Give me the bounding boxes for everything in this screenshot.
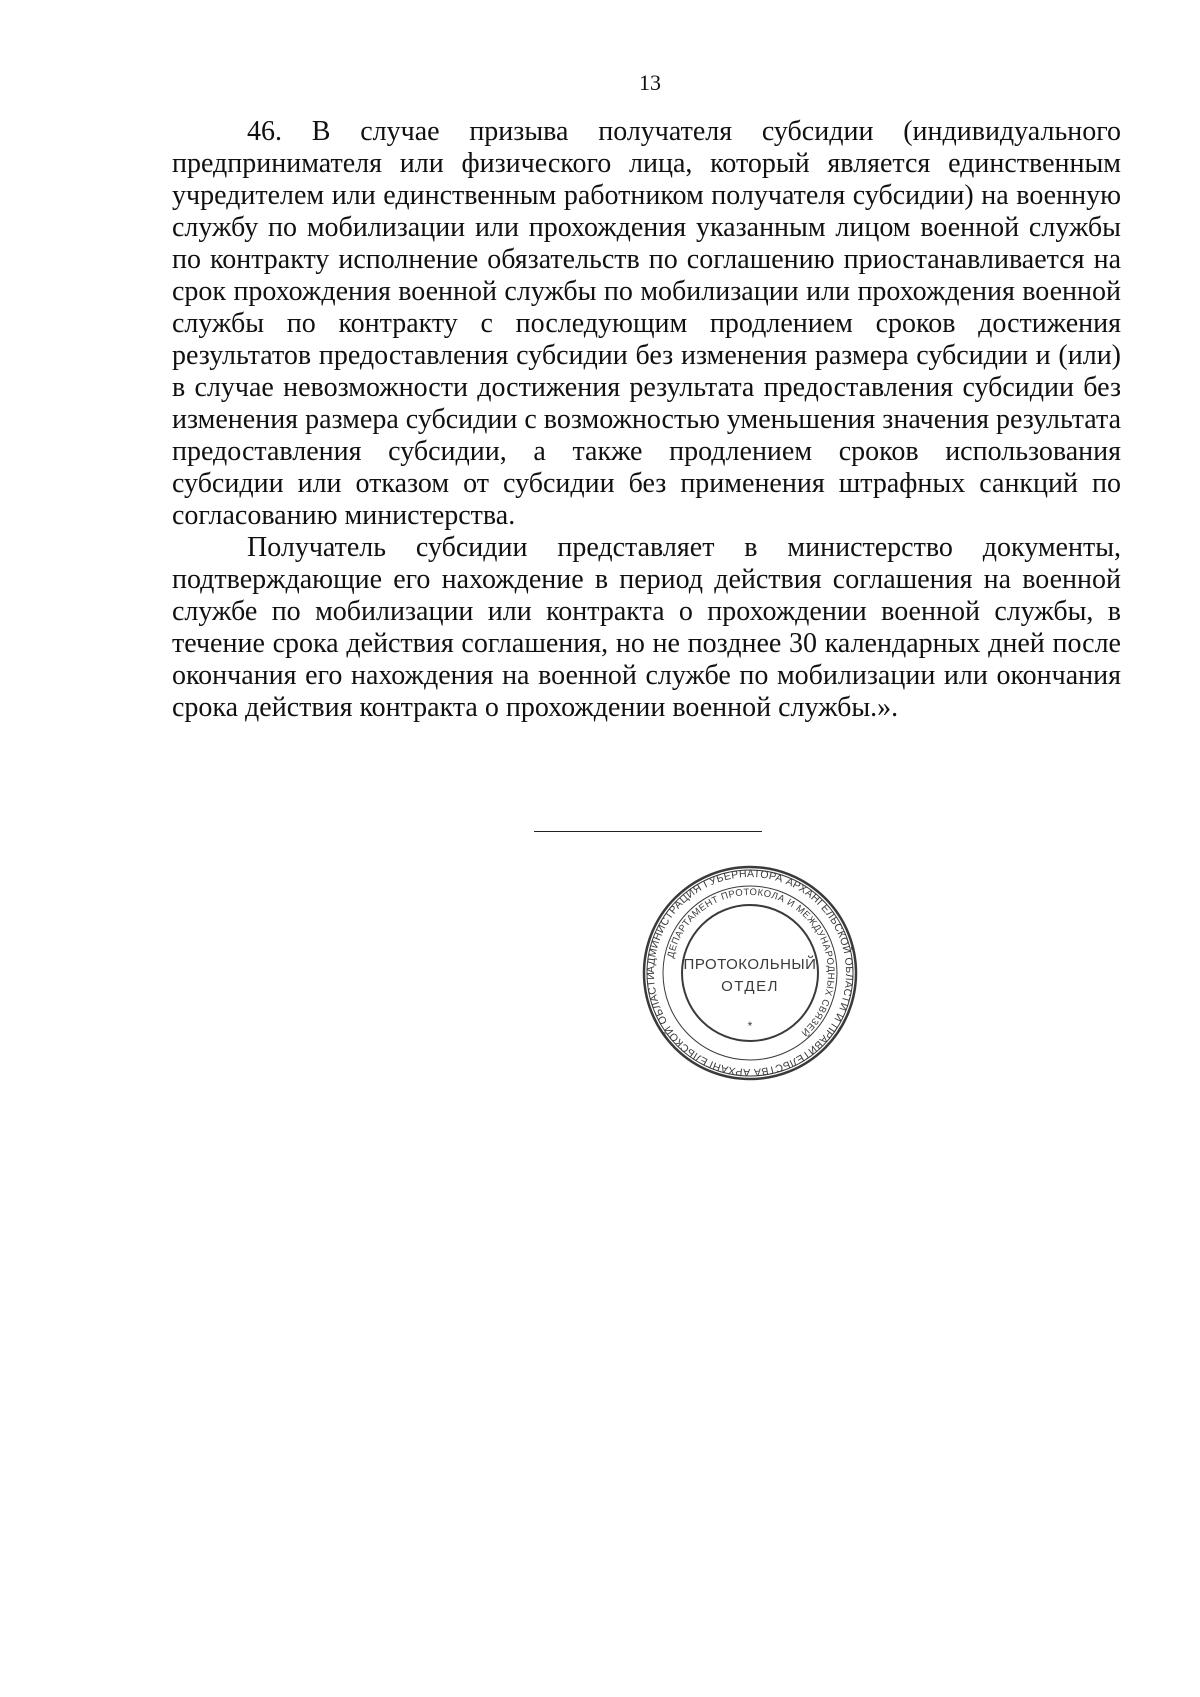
stamp-center-line-1: ПРОТОКОЛЬНЫЙ <box>683 956 817 973</box>
separator-line <box>534 831 762 832</box>
paragraph-recipient-documents: Получатель субсидии представляет в министерство документы, подтверждающие его нахождение в период действия соглашения на военной службе по мобилизации или контракта о прохождении военной службы, в течение срока действия соглашения, но не позднее 30 календарных дней после окончания его нахождения на военной службе по мобилизации или окончания срока действия контракта о прохождении военной службы.». <box>172 532 1121 723</box>
paragraph-46: 46. В случае призыва получателя субсидии (индивидуального предпринимателя или физического лица, который является единственным учредителем или единственным работником получателя субсидии) на военную службу по мобилизации или прохождения указанным лицом военной службы по контракту исполнение обязательств по соглашению приостанавливается на срок прохождения военной службы по мобилизации или прохождения военной службы по контракту с последующим продлением сроков достижения результатов предоставления субсидии без изменения размера субсидии и (или) в случае невозможности достижения результата предоставления субсидии без изменения размера субсидии с возможностью уменьшения значения результата предоставления субсидии, а также продлением сроков использования субсидии или отказом от субсидии без применения штрафных санкций по согласованию министерства. <box>172 116 1121 531</box>
document-body <box>172 116 1121 724</box>
stamp-seal <box>640 863 860 1083</box>
stamp-inner-text: ДЕПАРТАМЕНТ ПРОТОКОЛА И МЕЖДУНАРОДНЫХ СВЯЗЕЙ <box>665 886 837 1039</box>
stamp-center-line-2: ОТДЕЛ <box>721 978 779 995</box>
stamp-outer-text: АДМИНИСТРАЦИЯ ГУБЕРНАТОРА АРХАНГЕЛЬСКОЙ ОБЛАСТИ И ПРАВИТЕЛЬСТВА АРХАНГЕЛЬСКОЙ ОБЛАСТИ <box>644 867 856 1079</box>
page-number: 13 <box>639 70 661 95</box>
stamp-star-icon: * <box>747 1019 753 1033</box>
official-stamp <box>640 863 860 1083</box>
